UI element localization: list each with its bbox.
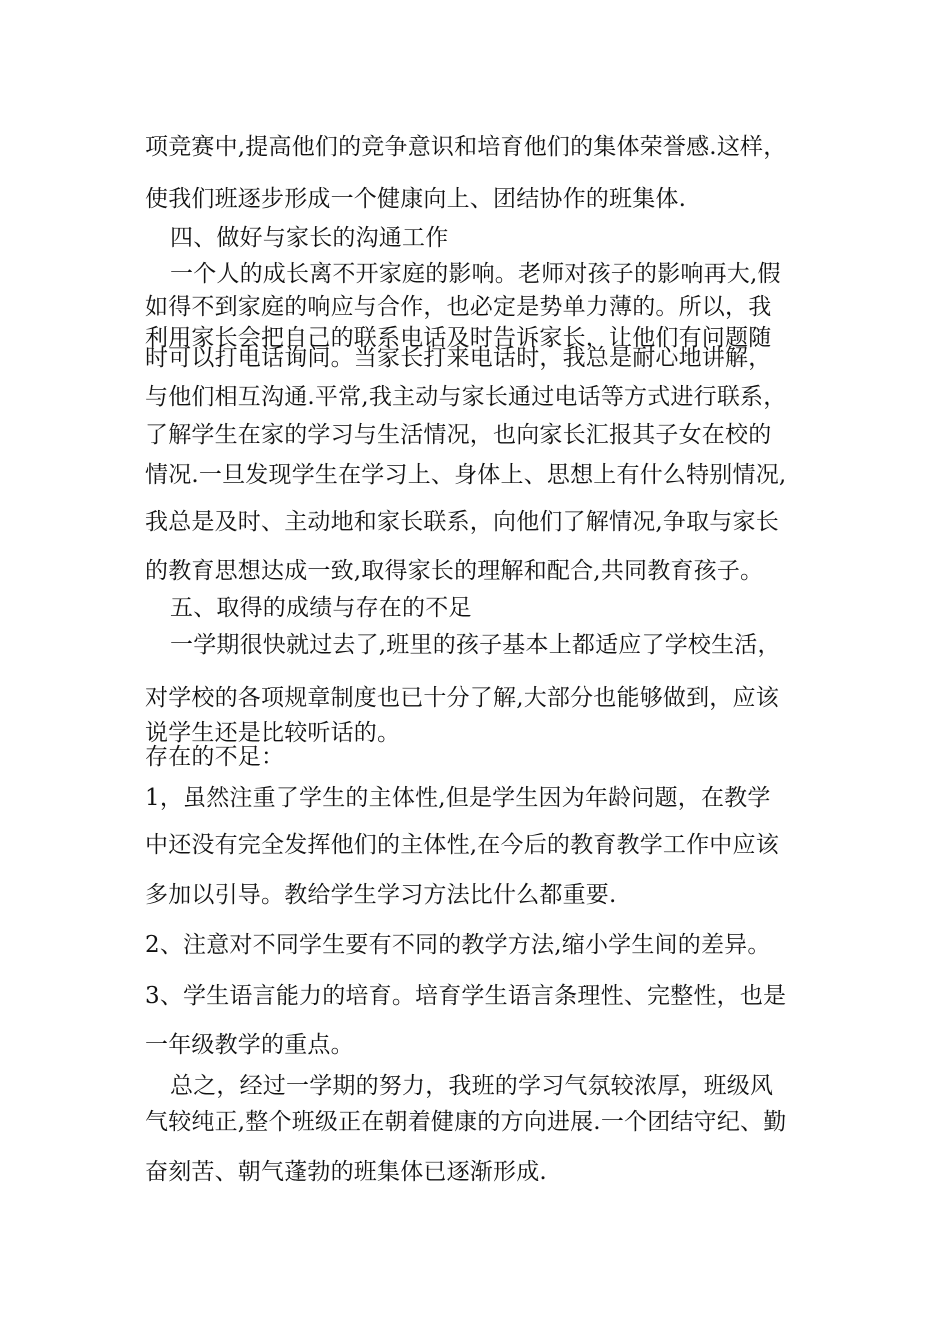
list-item: 1，虽然注重了学生的主体性,但是学生因为年龄问题，在教学 xyxy=(145,785,771,811)
text-line: 对学校的各项规章制度也已十分了解,大部分也能够做到，应该 xyxy=(145,685,779,711)
text-line: 情况.一旦发现学生在学习上、身体上、思想上有什么特别情况, xyxy=(145,462,787,488)
text-line: 说学生还是比较听话的。 xyxy=(145,720,401,746)
text-line: 了解学生在家的学习与生活情况，也向家长汇报其子女在校的 xyxy=(145,422,772,448)
text-line: 奋刻苦、朝气蓬勃的班集体已逐渐形成. xyxy=(145,1159,547,1185)
text-line: 使我们班逐步形成一个健康向上、团结协作的班集体. xyxy=(145,186,687,212)
text-line: 利用家长会把自己的联系电话及时告诉家长，让他们有问题随 xyxy=(145,325,772,351)
text-line: 一学期很快就过去了,班里的孩子基本上都适应了学校生活， xyxy=(170,632,781,658)
text-line: 如得不到家庭的响应与合作，也必定是势单力薄的。所以，我 xyxy=(145,294,772,320)
text-line: 总之，经过一学期的努力，我班的学习气氛较浓厚，班级风 xyxy=(170,1073,774,1099)
list-item: 2、注意对不同学生要有不同的教学方法,缩小学生间的差异。 xyxy=(145,932,771,958)
text-line: 一年级教学的重点。 xyxy=(145,1032,354,1058)
text-line: 的教育思想达成一致,取得家长的理解和配合,共同教育孩子。 xyxy=(145,558,764,584)
text-line: 一个人的成长离不开家庭的影响。老师对孩子的影响再大,假 xyxy=(170,261,781,287)
text-line: 与他们相互沟通.平常,我主动与家长通过电话等方式进行联系， xyxy=(145,384,787,410)
text-line: 多加以引导。教给学生学习方法比什么都重要. xyxy=(145,882,617,908)
text-line: 气较纯正,整个班级正在朝着健康的方向进展.一个团结守纪、勤 xyxy=(145,1109,787,1135)
list-item: 3、学生语言能力的培育。培育学生语言条理性、完整性，也是 xyxy=(145,983,787,1009)
text-line: 存在的不足： xyxy=(145,744,285,770)
text-line: 项竞赛中,提高他们的竞争意识和培育他们的集体荣誉感.这样， xyxy=(145,134,787,160)
section-heading: 五、取得的成绩与存在的不足 xyxy=(170,595,472,621)
text-line: 我总是及时、主动地和家长联系，向他们了解情况,争取与家长 xyxy=(145,509,779,535)
section-heading: 四、做好与家长的沟通工作 xyxy=(170,225,449,251)
text-line: 中还没有完全发挥他们的主体性,在今后的教育教学工作中应该 xyxy=(145,832,779,858)
text-line: 时可以打电话询问。当家长打来电话时，我总是耐心地讲解， xyxy=(145,345,772,371)
